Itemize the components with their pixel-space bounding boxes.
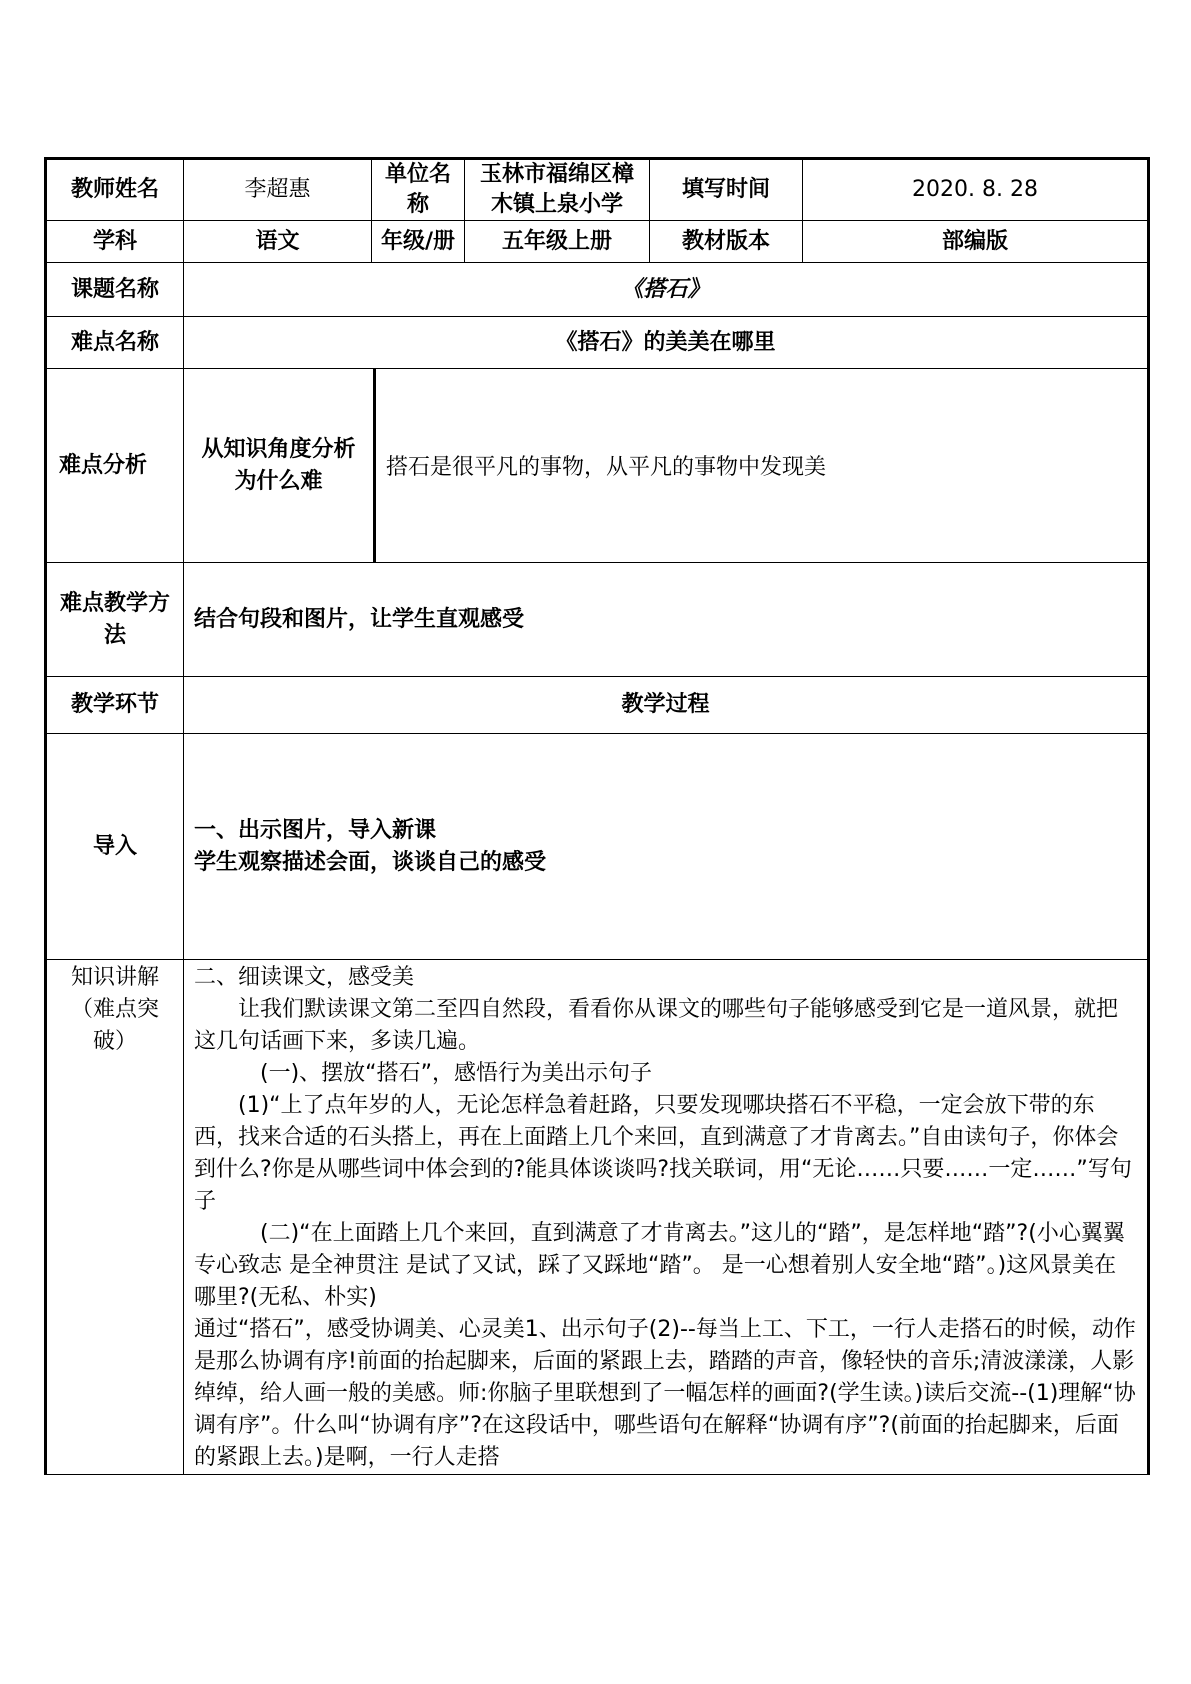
- knowledge-label-text: 知识讲解（难点突破）: [70, 965, 159, 1054]
- knowledge-paragraph: 通过“搭石”，感受协调美、心灵美1、出示句子(2)--每当上工、下工，一行人走搭石的时候，动作是那么协调有序!前面的抬起脚来，后面的紧跟上去，踏踏的声音，像轻快的音乐;清波漾漾，人影绰绰，给人画一般的美感。师:你脑子里联想到了一幅怎样的画面?(学生读。)读后交流--(1)理解“协调有序”。什么叫“协调有序”?在这段话中，哪些语句在解释“协调有序”?(前面的抬起脚来，后面的紧跟上去。)是啊，一行人走搭: [194, 1317, 1136, 1470]
- knowledge-paragraph: (1)“上了点年岁的人，无论怎样急着赶路，只要发现哪块搭石不平稳，一定会放下带的东西，找来合适的石头搭上，再在上面踏上几个来回，直到满意了才肯离去。”自由读句子，你体会到什么?你是从哪些词中体会到的?能具体谈谈吗?找关联词，用“无论……只要……一定……”写句子: [194, 1093, 1132, 1214]
- analysis-inner: [184, 369, 1147, 562]
- teacher-value: 李超惠: [184, 159, 372, 221]
- lesson-plan-page: [44, 157, 1147, 1475]
- subject-value: 语文: [184, 221, 372, 263]
- date-label: 填写时间: [650, 159, 803, 221]
- grade-label: 年级/册: [372, 221, 465, 263]
- subject-label: 学科: [46, 221, 184, 263]
- lesson-title-value: 《搭石》: [184, 263, 1149, 317]
- analysis-label: 难点分析: [46, 369, 184, 563]
- date-value: 2020. 8. 28: [803, 159, 1149, 221]
- difficulty-label: 难点名称: [46, 317, 184, 369]
- grade-value: 五年级上册: [465, 221, 650, 263]
- intro-content: [184, 734, 1149, 960]
- step-label: 教学环节: [46, 677, 184, 734]
- knowledge-paragraph: 让我们默读课文第二至四自然段，看看你从课文的哪些句子能够感受到它是一道风景，就把这几句话画下来，多读几遍。: [194, 997, 1119, 1054]
- method-label: 难点教学方法: [46, 563, 184, 677]
- analysis-value: 搭石是很平凡的事物，从平凡的事物中发现美: [386, 455, 827, 480]
- analysis-cell: [184, 369, 1149, 563]
- process-label: 教学过程: [184, 677, 1149, 734]
- lesson-plan-table: [44, 157, 1150, 1475]
- lesson-title-label: 课题名称: [46, 263, 184, 317]
- unit-value: 玉林市福绵区樟木镇上泉小学: [465, 159, 650, 221]
- knowledge-paragraph: (二)“在上面踏上几个来回，直到满意了才肯离去。”这儿的“踏”，是怎样地“踏”?(小心翼翼 专心致志 是全神贯注 是试了又试，踩了又踩地“踏”。 是一心想着别人安全地“踏”。)这风景美在哪里?(无私、朴实): [194, 1221, 1125, 1310]
- intro-line: 学生观察描述会面，谈谈自己的感受: [194, 849, 547, 875]
- knowledge-paragraph: (一)、摆放“搭石”，感悟行为美出示句子: [260, 1061, 652, 1086]
- edition-label: 教材版本: [650, 221, 803, 263]
- analysis-sub-label: 从知识角度分析为什么难: [184, 369, 375, 562]
- edition-value: 部编版: [803, 221, 1149, 263]
- intro-label: 导入: [46, 734, 184, 960]
- unit-label: 单位名称: [372, 159, 465, 221]
- difficulty-value: 《搭石》的美美在哪里: [184, 317, 1149, 369]
- knowledge-content: [184, 960, 1149, 1475]
- knowledge-paragraph: 二、细读课文，感受美: [194, 965, 415, 990]
- knowledge-label: [46, 960, 184, 1475]
- intro-line: 一、出示图片，导入新课: [194, 817, 437, 843]
- method-value: 结合句段和图片，让学生直观感受: [184, 563, 1149, 677]
- teacher-label: 教师姓名: [46, 159, 184, 221]
